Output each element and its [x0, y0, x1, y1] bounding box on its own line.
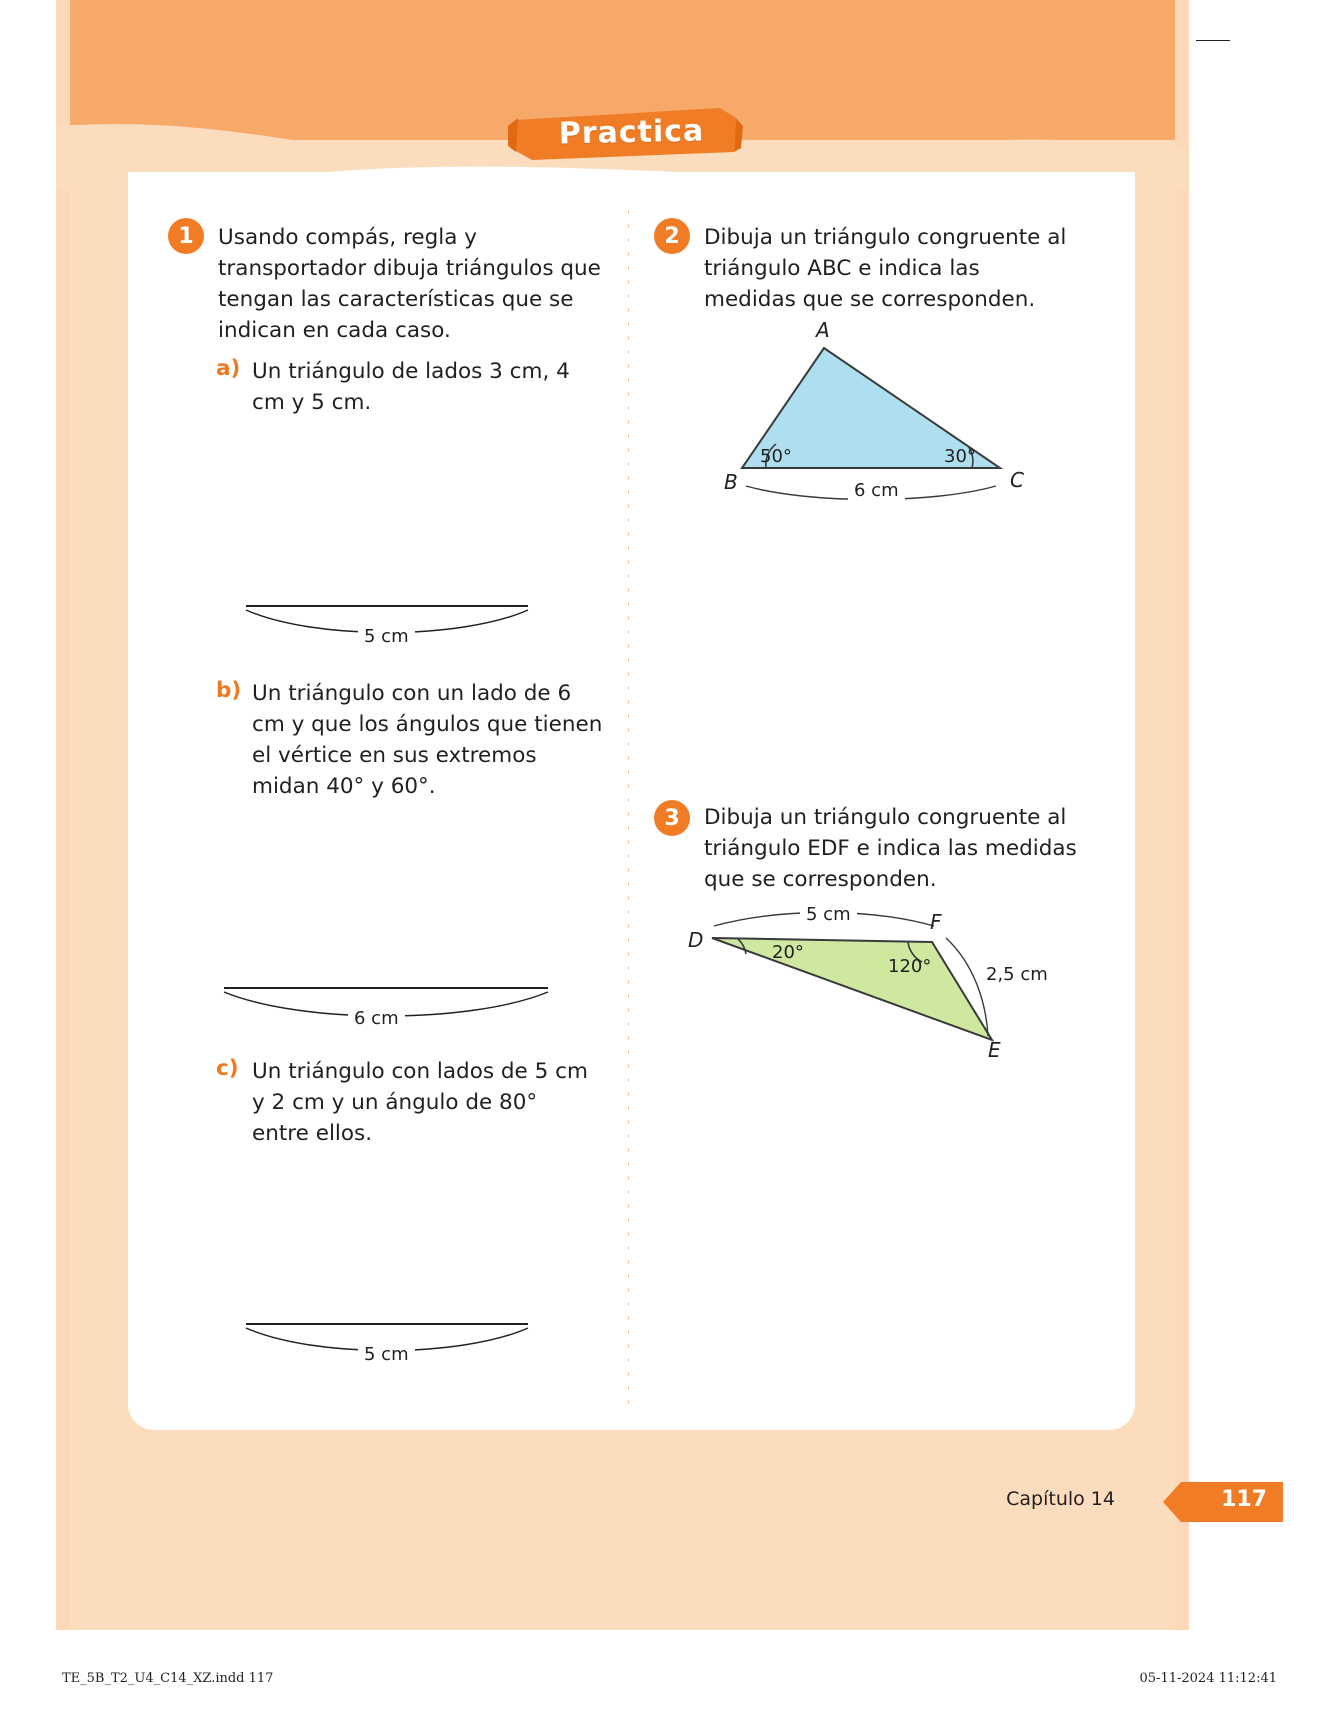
exercise-1a-letter: a): [216, 356, 241, 381]
angle-label-b-50: 50°: [760, 446, 792, 467]
vertex-label-f: F: [930, 910, 942, 934]
exercise-3-prompt: Dibuja un triángulo congruente al triángulo EDF e indica las medidas que se corresponden.: [704, 805, 1077, 892]
column-divider: [625, 205, 629, 1405]
exercise-1b-text: Un triángulo con un lado de 6 cm y que los ángulos que tienen el vértice en sus extremos midan 40° y 60°.: [252, 681, 603, 799]
ruler-label-a: 5 cm: [358, 626, 415, 647]
ruler-label-c: 5 cm: [358, 1344, 415, 1365]
vertex-label-d: D: [688, 928, 704, 952]
page-number: 117: [1221, 1487, 1267, 1512]
side-label-fe: 2,5 cm: [986, 964, 1048, 985]
exercise-2-prompt: Dibuja un triángulo congruente al triángulo ABC e indica las medidas que se corresponden.: [704, 225, 1067, 312]
exercise-1c-text: Un triángulo con lados de 5 cm y 2 cm y un ángulo de 80° entre ellos.: [252, 1059, 588, 1146]
exercise-number-2: 2: [654, 218, 690, 254]
vertex-label-e: E: [988, 1038, 1001, 1062]
chapter-label: Capítulo 14: [1006, 1488, 1115, 1510]
vertex-label-a: A: [816, 318, 830, 342]
ruler-label-b: 6 cm: [348, 1008, 405, 1029]
section-ribbon: [508, 106, 743, 162]
left-margin-strip: [56, 0, 70, 1630]
angle-label-d-20: 20°: [772, 942, 804, 963]
exercise-1c-letter: c): [216, 1056, 239, 1081]
angle-label-c-30: 30°: [944, 446, 976, 467]
crop-mark-right: [1196, 40, 1230, 41]
indesign-filename: TE_5B_T2_U4_C14_XZ.indd 117: [62, 1671, 274, 1686]
exercise-1a-text: Un triángulo de lados 3 cm, 4 cm y 5 cm.: [252, 359, 570, 415]
side-label-df: 5 cm: [800, 904, 857, 925]
figure-triangle-edf: [690, 910, 1030, 1070]
exercise-1-prompt: Usando compás, regla y transportador dibuja triángulos que tengan las características que se indican en cada caso.: [218, 225, 601, 343]
angle-label-f-120: 120°: [888, 956, 932, 977]
ribbon-title: Practica: [558, 112, 705, 152]
right-margin-strip: [1175, 0, 1189, 1630]
side-label-bc: 6 cm: [848, 480, 905, 501]
export-timestamp: 05-11-2024 11:12:41: [1139, 1671, 1277, 1686]
exercise-1b-letter: b): [216, 678, 242, 703]
exercise-number-3: 3: [654, 800, 690, 836]
exercise-number-1: 1: [168, 218, 204, 254]
card-top-wave: [128, 160, 1135, 206]
vertex-label-b: B: [724, 470, 738, 494]
vertex-label-c: C: [1010, 468, 1024, 492]
figure-triangle-abc: [700, 326, 1040, 506]
